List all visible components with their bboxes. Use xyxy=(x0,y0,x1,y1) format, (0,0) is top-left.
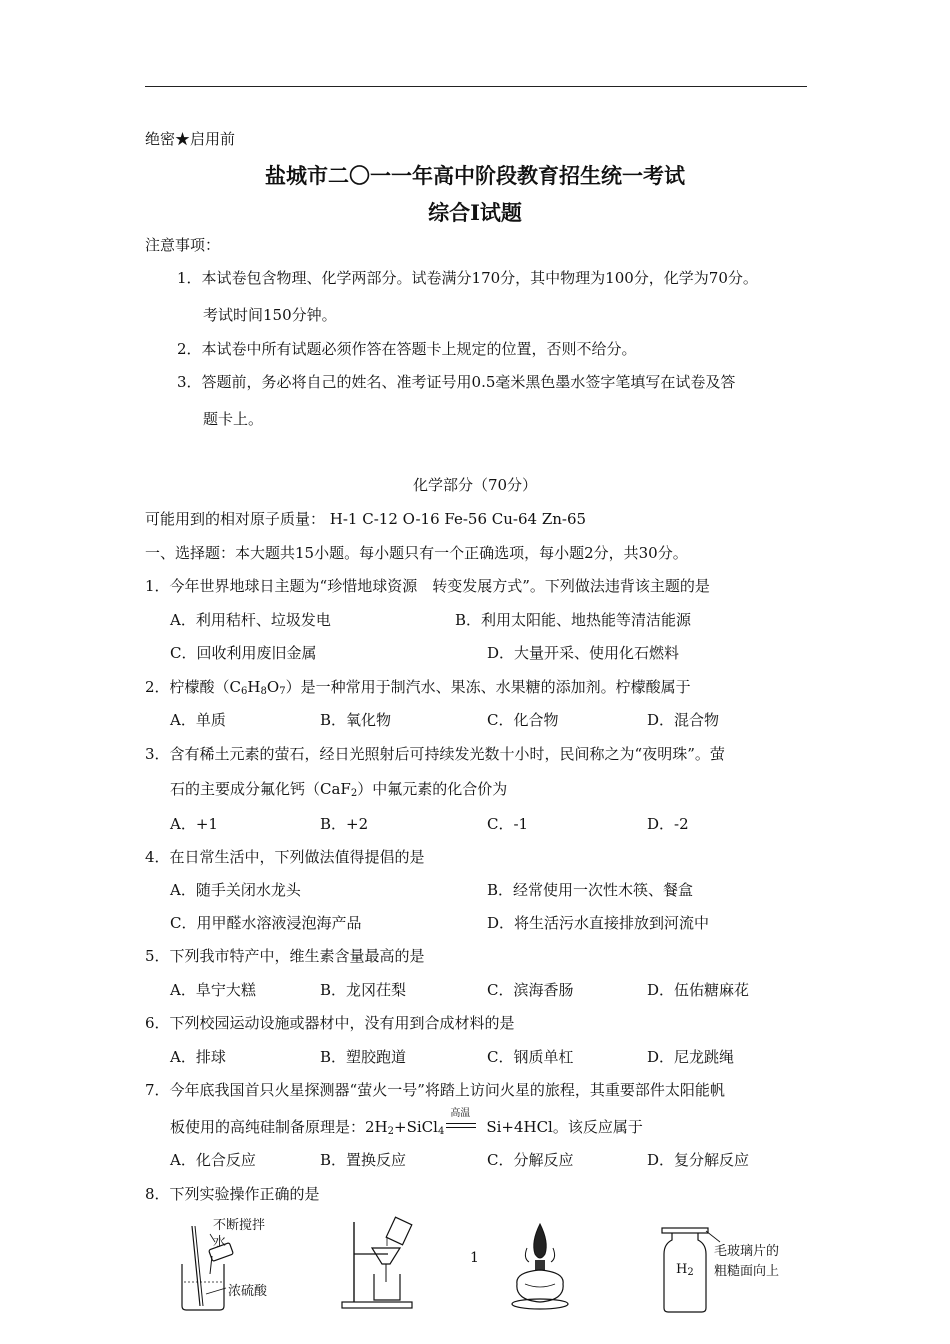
q5-option-a: A．阜宁大糕 xyxy=(170,981,256,999)
figure-a-label-stir: 不断搅拌 xyxy=(213,1218,266,1233)
q7-option-c: C．分解反应 xyxy=(487,1151,574,1169)
q7-stem-line1: 7．今年底我国首只火星探测器“萤火一号”将踏上访问火星的旅程，其重要部件太阳能帆 xyxy=(145,1081,725,1099)
q6-option-d: D．尼龙跳绳 xyxy=(647,1048,735,1066)
q1-option-b: B．利用太阳能、地热能等清洁能源 xyxy=(455,611,692,629)
exam-title: 盐城市二〇一一年高中阶段教育招生统一考试 xyxy=(265,163,685,188)
q7-option-a: A．化合反应 xyxy=(170,1151,256,1169)
q5-option-c: C．滨海香肠 xyxy=(487,981,574,999)
q3-option-d: D．-2 xyxy=(647,815,689,833)
note-2: 2．本试卷中所有试题必须作答在答题卡上规定的位置，否则不给分。 xyxy=(177,340,637,358)
q4-option-b: B．经常使用一次性木筷、餐盒 xyxy=(487,881,694,899)
notes-heading: 注意事项： xyxy=(145,236,221,254)
q6-option-a: A．排球 xyxy=(170,1048,226,1066)
q1-stem: 1．今年世界地球日主题为“珍惜地球资源 转变发展方式”。下列做法违背该主题的是 xyxy=(145,577,710,595)
q4-option-d: D．将生活污水直接排放到河流中 xyxy=(487,914,710,932)
note-3: 3．答题前，务必将自己的姓名、准考证号用0.5毫米黑色墨水签字笔填写在试卷及答 xyxy=(177,373,736,391)
atomic-masses: 可能用到的相对原子质量： H-1 C-12 O-16 Fe-56 Cu-64 Zn-65 xyxy=(145,510,587,528)
q3-option-a: A．+1 xyxy=(170,815,218,833)
q5-option-d: D．伍佑糖麻花 xyxy=(647,981,750,999)
figure-d-gas-label: $H_2$ xyxy=(676,1262,694,1278)
q2-option-a: A．单质 xyxy=(170,711,226,729)
note-1-cont: 考试时间150分钟。 xyxy=(203,306,337,324)
figure-filtration xyxy=(338,1212,438,1312)
q3-option-c: C．-1 xyxy=(487,815,529,833)
q6-option-b: B．塑胶跑道 xyxy=(320,1048,407,1066)
figure-a-label-acid: 浓硫酸 xyxy=(228,1284,268,1299)
page-number: 1 xyxy=(470,1250,479,1266)
q2-option-b: B．氧化物 xyxy=(320,711,392,729)
q4-option-c: C．用甲醛水溶液浸泡海产品 xyxy=(170,914,362,932)
equals-sign xyxy=(446,1123,476,1128)
q7-stem-line2: 板使用的高纯硅制备原理是：$2H_2+SiCl_4$ 高温 Si+4HCl。该反应属于 xyxy=(170,1108,643,1137)
reaction-condition: 高温 xyxy=(444,1119,486,1133)
figure-d-label-line1: 毛玻璃片的 xyxy=(714,1244,780,1259)
q1-option-c: C．回收利用废旧金属 xyxy=(170,644,317,662)
q1-option-d: D．大量开采、使用化石燃料 xyxy=(487,644,680,662)
q6-option-c: C．钢质单杠 xyxy=(487,1048,574,1066)
q3-option-b: B．+2 xyxy=(320,815,369,833)
q6-stem: 6．下列校园运动设施或器材中，没有用到合成材料的是 xyxy=(145,1014,515,1032)
q4-stem: 4．在日常生活中，下列做法值得提倡的是 xyxy=(145,848,425,866)
q3-stem-line1: 3．含有稀土元素的萤石，经日光照射后可持续发光数十小时，民间称之为“夜明珠”。萤 xyxy=(145,745,725,763)
exam-subtitle: 综合Ⅰ试题 xyxy=(428,200,522,225)
filtration-drawing xyxy=(338,1212,438,1312)
q5-option-b: B．龙冈茌梨 xyxy=(320,981,407,999)
part1-instructions: 一、选择题：本大题共15小题。每小题只有一个正确选项，每小题2分，共30分。 xyxy=(145,544,688,562)
figure-a-label-water: 水 xyxy=(213,1235,227,1250)
q7-option-b: B．置换反应 xyxy=(320,1151,407,1169)
chem-section-title: 化学部分（70分） xyxy=(412,476,538,494)
figure-dilution xyxy=(170,1212,290,1312)
q1-option-a: A．利用秸杆、垃圾发电 xyxy=(170,611,331,629)
q7-option-d: D．复分解反应 xyxy=(647,1151,750,1169)
q5-stem: 5．下列我市特产中，维生素含量最高的是 xyxy=(145,947,425,965)
q2-stem: 2．柠檬酸$(C_6H_8O_7)$是一种常用于制汽水、果冻、水果糖的添加剂。柠檬酸属于 xyxy=(145,678,691,697)
q3-stem-line2: 石的主要成分氟化钙（CaF$_2$）中氟元素的化合价为 xyxy=(170,780,508,799)
q8-stem: 8．下列实验操作正确的是 xyxy=(145,1185,320,1203)
figure-alcohol-lamp xyxy=(505,1218,575,1313)
q4-option-a: A．随手关闭水龙头 xyxy=(170,881,301,899)
q2-option-d: D．混合物 xyxy=(647,711,720,729)
figure-gas-bottle xyxy=(660,1226,800,1316)
note-1: 1．本试卷包含物理、化学两部分。试卷满分170分，其中物理为100分，化学为70分。 xyxy=(177,269,758,287)
alcohol-lamp-drawing xyxy=(505,1218,575,1313)
note-3-cont: 题卡上。 xyxy=(203,410,264,428)
figure-d-label-line2: 粗糙面向上 xyxy=(714,1264,780,1279)
header-rule xyxy=(145,86,807,87)
confidential-mark: 绝密★启用前 xyxy=(145,130,236,148)
q2-option-c: C．化合物 xyxy=(487,711,559,729)
